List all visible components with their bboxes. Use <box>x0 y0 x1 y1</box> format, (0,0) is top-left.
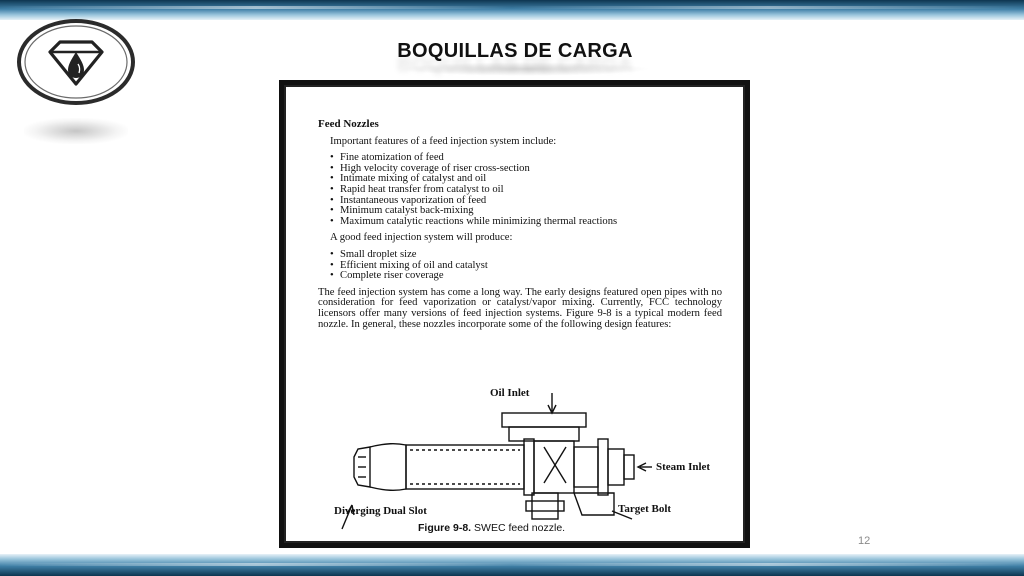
list-item: • High velocity coverage of riser cross-section <box>330 164 722 175</box>
list-item: • Instantaneous vaporization of feed <box>330 196 722 207</box>
slide-title: BOQUILLAS DE CARGA <box>397 40 633 62</box>
features-intro: Important features of a feed injection system include: <box>330 135 557 147</box>
steam-inlet-label: Steam Inlet <box>656 461 711 473</box>
produce-intro: A good feed injection system will produce: <box>330 232 513 244</box>
document-paragraph: The feed injection system has come a long way. The early designs featured open pipes with no consideration for feed vaporization or catalyst/vapor mixing. Currently, FCC technology licensors offer many versions of feed injection systems. Figure 9-8 is a typical modern feed nozzle. In general, these nozzles incorporate some of the following design features: <box>318 286 722 330</box>
list-item: • Efficient mixing of oil and catalyst <box>330 261 722 272</box>
bottom-decorative-band <box>0 554 1024 576</box>
list-item: • Fine atomization of feed <box>330 153 722 164</box>
document-heading: Feed Nozzles <box>318 118 379 130</box>
list-item: • Small droplet size <box>330 250 722 261</box>
features-list <box>330 153 722 227</box>
logo-reflection <box>24 118 128 144</box>
oil-inlet-label: Oil Inlet <box>490 387 530 399</box>
list-item: • Minimum catalyst back-mixing <box>330 206 722 217</box>
top-decorative-band <box>0 0 1024 20</box>
list-item: • Maximum catalytic reactions while minimizing thermal reactions <box>330 217 722 228</box>
target-bolt-label: Target Bolt <box>618 503 672 515</box>
list-item: • Complete riser coverage <box>330 271 722 282</box>
scanned-document-page <box>284 85 745 543</box>
figure-caption <box>418 522 565 534</box>
diverging-slot-label: Diverging Dual Slot <box>334 505 427 517</box>
produce-list <box>330 250 722 282</box>
feed-nozzle-figure <box>314 387 734 537</box>
list-item: • Rapid heat transfer from catalyst to oil <box>330 185 722 196</box>
title-reflection <box>400 62 650 76</box>
document-text <box>318 118 722 330</box>
list-item: • Intimate mixing of catalyst and oil <box>330 174 722 185</box>
scanned-document-frame <box>279 80 750 548</box>
figure-caption-number: Figure 9-8. <box>418 522 472 534</box>
page-number: 12 <box>858 535 871 547</box>
diamond-drop-logo-icon <box>16 18 136 106</box>
figure-caption-text: SWEC feed nozzle. <box>474 522 566 534</box>
company-logo <box>16 18 136 106</box>
